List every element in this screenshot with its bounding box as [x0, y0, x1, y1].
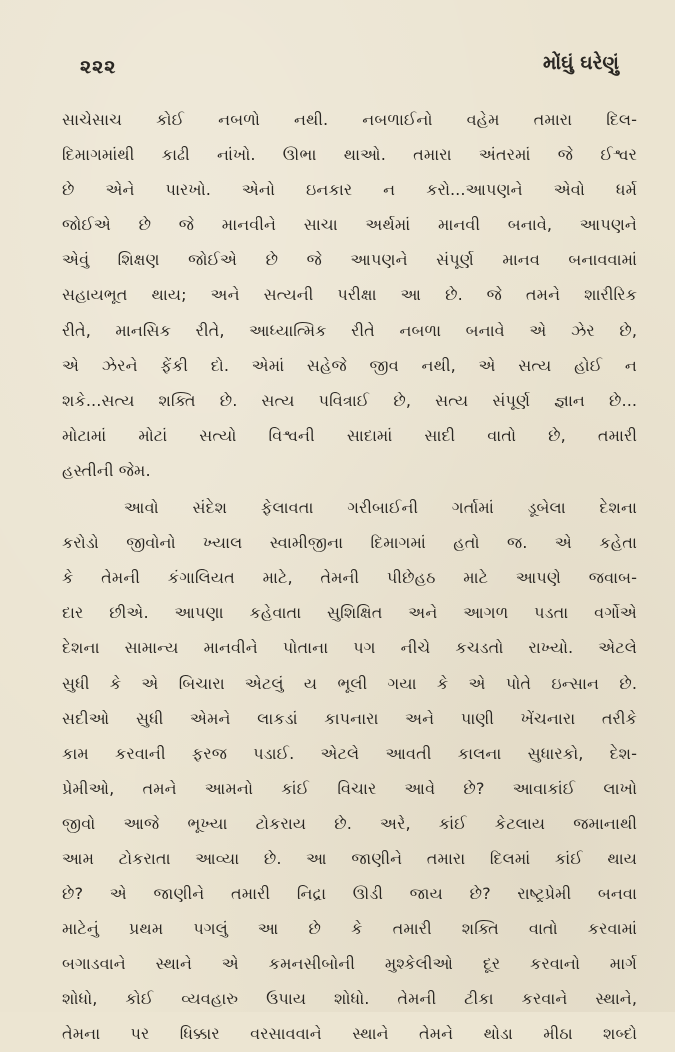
text-line: શોધો, કોઈ વ્યવહારુ ઉપાય શોધો. તેમની ટીકા કરવાને સ્થાને, — [62, 989, 637, 1009]
text-line: કરોડો જીવોનો ખ્યાલ સ્વામીજીના દિમાગમાં હતો જ. એ કહેતા — [62, 533, 637, 553]
running-title: મોંઘું ઘરેણું — [543, 52, 619, 74]
text-line: છે? એ જાણીને તમારી નિદ્રા ઊડી જાય છે? રાષ્ટ્રપ્રેમી બનવા — [62, 884, 637, 904]
body-text — [62, 102, 637, 1052]
text-line: દિમાગમાંથી કાઢી નાંખો. ઊભા થાઓ. તમારા અંતરમાં જે ઈશ્વર — [62, 145, 637, 165]
text-line: હસ્તીની જેમ. — [62, 460, 151, 480]
text-line: શકે...સત્ય શક્તિ છે. સત્ય પવિત્રાઈ છે, સત્ય સંપૂર્ણ જ્ઞાન છે... — [62, 390, 637, 410]
paragraph-1 — [62, 102, 637, 488]
text-line: માટેનું પ્રથમ પગલું આ છે કે તમારી શક્તિ વાતો કરવામાં — [62, 919, 637, 939]
text-line: પ્રેમીઓ, તમને આમનો કાંઈ વિચાર આવે છે? આવાકાંઈ લાખો — [62, 778, 637, 798]
page-header — [72, 52, 619, 88]
text-line: સદીઓ સુધી એમને લાકડાં કાપનારા અને પાણી ખેંચનારા તરીકે — [62, 708, 637, 728]
text-line: આવો સંદેશ ફેલાવતા ગરીબાઈની ગર્તામાં ડૂબેલા દેશના — [124, 498, 637, 518]
page-number: ૨૨૨ — [80, 56, 117, 78]
text-line: સાચેસાચ કોઈ નબળો નથી. નબળાઈનો વહેમ તમારા દિલ- — [62, 110, 637, 129]
text-line: એવું શિક્ષણ જોઈએ છે જે આપણને સંપૂર્ણ માનવ બનાવવામાં — [62, 250, 637, 270]
text-line: સહાયભૂત થાય; અને સત્યની પરીક્ષા આ છે. જે તમને શારીરિક — [62, 285, 637, 305]
text-line: જીવો આજે ભૂખ્યા ટોકરાય છે. અરે, કાંઈ કેટલાય જમાનાથી — [62, 813, 637, 833]
paragraph-2 — [62, 490, 637, 1052]
text-line: સુધી કે એ બિચારા એટલું ય ભૂલી ગયા કે એ પોતે ઇન્સાન છે. — [62, 673, 637, 693]
text-line: દેશના સામાન્ય માનવીને પોતાના પગ નીચે કચડતો રાખ્યો. એટલે — [62, 638, 637, 658]
text-line: કે તેમની કંગાલિયત માટે, તેમની પીછેહઠ માટે આપણે જવાબ- — [62, 568, 637, 588]
text-line: કામ કરવાની ફરજ પડાઈ. એટલે આવતી કાલના સુધારકો, દેશ- — [62, 743, 637, 763]
text-line: મોટામાં મોટાં સત્યો વિશ્વની સાદામાં સાદી વાતો છે, તમારી — [62, 425, 637, 445]
text-line: જોઈએ છે જે માનવીને સાચા અર્થમાં માનવી બનાવે, આપણને — [62, 215, 637, 235]
text-line: બગાડવાને સ્થાને એ કમનસીબોની મુશ્કેલીઓ દૂર કરવાનો માર્ગ — [62, 954, 637, 974]
text-line: દાર છીએ. આપણા કહેવાતા સુશિક્ષિત અને આગળ પડતા વર્ગોએ — [62, 603, 637, 623]
text-line: એ ઝેરને ફેંકી દો. એમાં સહેજે જીવ નથી, એ સત્ય હોઈ ન — [62, 355, 637, 375]
text-line: આમ ટોકરાતા આવ્યા છે. આ જાણીને તમારા દિલમાં કાંઈ થાય — [62, 848, 637, 868]
text-line: તેમના પર ધિક્કાર વરસાવવાને સ્થાને તેમને થોડા મીઠા શબ્દો — [62, 1024, 637, 1044]
text-line: રીતે, માનસિક રીતે, આધ્યાત્મિક રીતે નબળા બનાવે એ ઝેર છે, — [62, 320, 637, 340]
text-line: છે એને પારખો. એનો ઇનકાર ન કરો...આપણને એવો ધર્મ — [62, 180, 637, 200]
